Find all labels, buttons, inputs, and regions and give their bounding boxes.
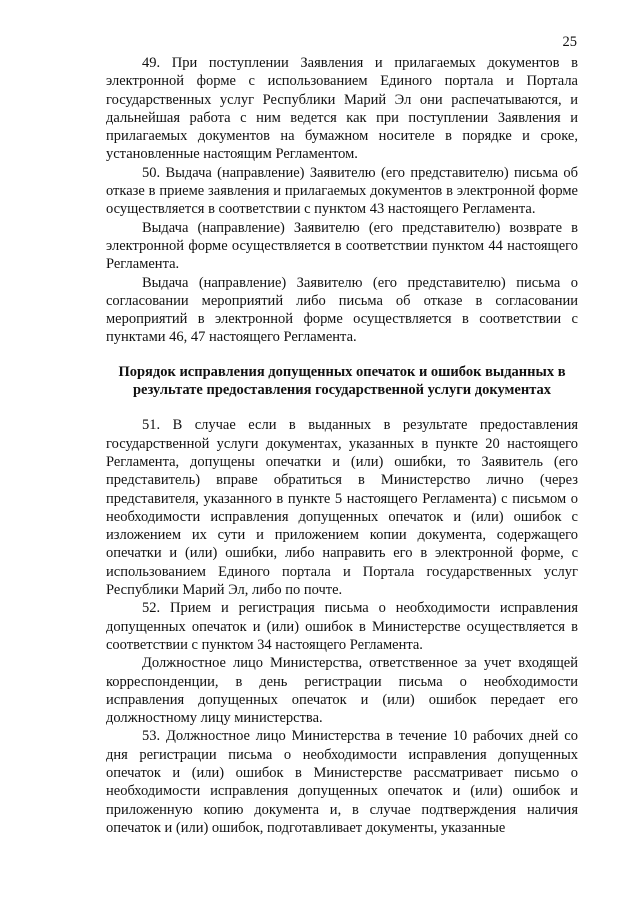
paragraph-49: 49. При поступлении Заявления и прилагаемых документов в электронной форме с использованием Единого портала и Портала государственных услуг Республики Марий Эл они распечатываются, и дальнейшая работа с ним ведется как при поступлении Заявления и прилагаемых документов на бумажном носителе в порядке и сроке, установленные настоящим Регламентом. xyxy=(106,55,578,163)
paragraph-50: 50. Выдача (направление) Заявителю (его представителю) письма об отказе в приеме заявления и прилагаемых документов в электронной форме осуществляется в соответствии с пунктом 43 настоящего Регламента. xyxy=(106,164,578,218)
section-heading: Порядок исправления допущенных опечаток и ошибок выданных в результате предоставления государственной услуги документах xyxy=(118,363,566,399)
paragraph-52: 52. Прием и регистрация письма о необходимости исправления допущенных опечаток и (или) ошибок в Министерстве осуществляется в соответствии с пунктом 34 настоящего Регламента. xyxy=(106,600,578,653)
paragraph-approval-delivery: Выдача (направление) Заявителю (его представителю) письма о согласовании мероприятий либо письма об отказе в согласовании мероприятий в электронной форме осуществляется в соответствии с пунктами 46, 47 настоящего Регламента. xyxy=(106,274,578,346)
paragraph-official-transfer: Должностное лицо Министерства, ответственное за учет входящей корреспонденции, в день регистрации письма о необходимости исправления допущенных опечаток и (или) ошибок передает его должностному лицу министерства. xyxy=(106,655,578,727)
document-body xyxy=(106,54,578,837)
paragraph-return-delivery: Выдача (направление) Заявителю (его представителю) возврате в электронной форме осуществляется в соответствии пунктом 44 настоящего Регламента. xyxy=(106,219,578,273)
page-number: 25 xyxy=(562,34,577,50)
paragraph-51: 51. В случае если в выданных в результате предоставления государственной услуги документах, указанных в пункте 20 настоящего Регламента, допущены опечатки и (или) ошибки, то Заявитель (его представитель) вправе обратиться в Министерство лично (через представителя, указанного в пункте 5 настоящего Регламента) с письмом о необходимости исправления допущенных опечаток и (или) ошибок с изложением их сути и приложением копии документа, содержащего опечатки и (или) ошибки, либо направить его в электронной форме, с использованием Единого портала и Портала государственных услуг Республики Марий Эл, либо по почте. xyxy=(106,417,578,599)
paragraph-53: 53. Должностное лицо Министерства в течение 10 рабочих дней со дня регистрации письма о необходимости исправления допущенных опечаток и (или) ошибок в Министерстве рассматривает письмо о необходимости исправления допущенных опечаток и (или) ошибок и приложенную копию документа и, в случае подтверждения наличия опечаток и (или) ошибок, подготавливает документы, указанные xyxy=(106,728,578,836)
